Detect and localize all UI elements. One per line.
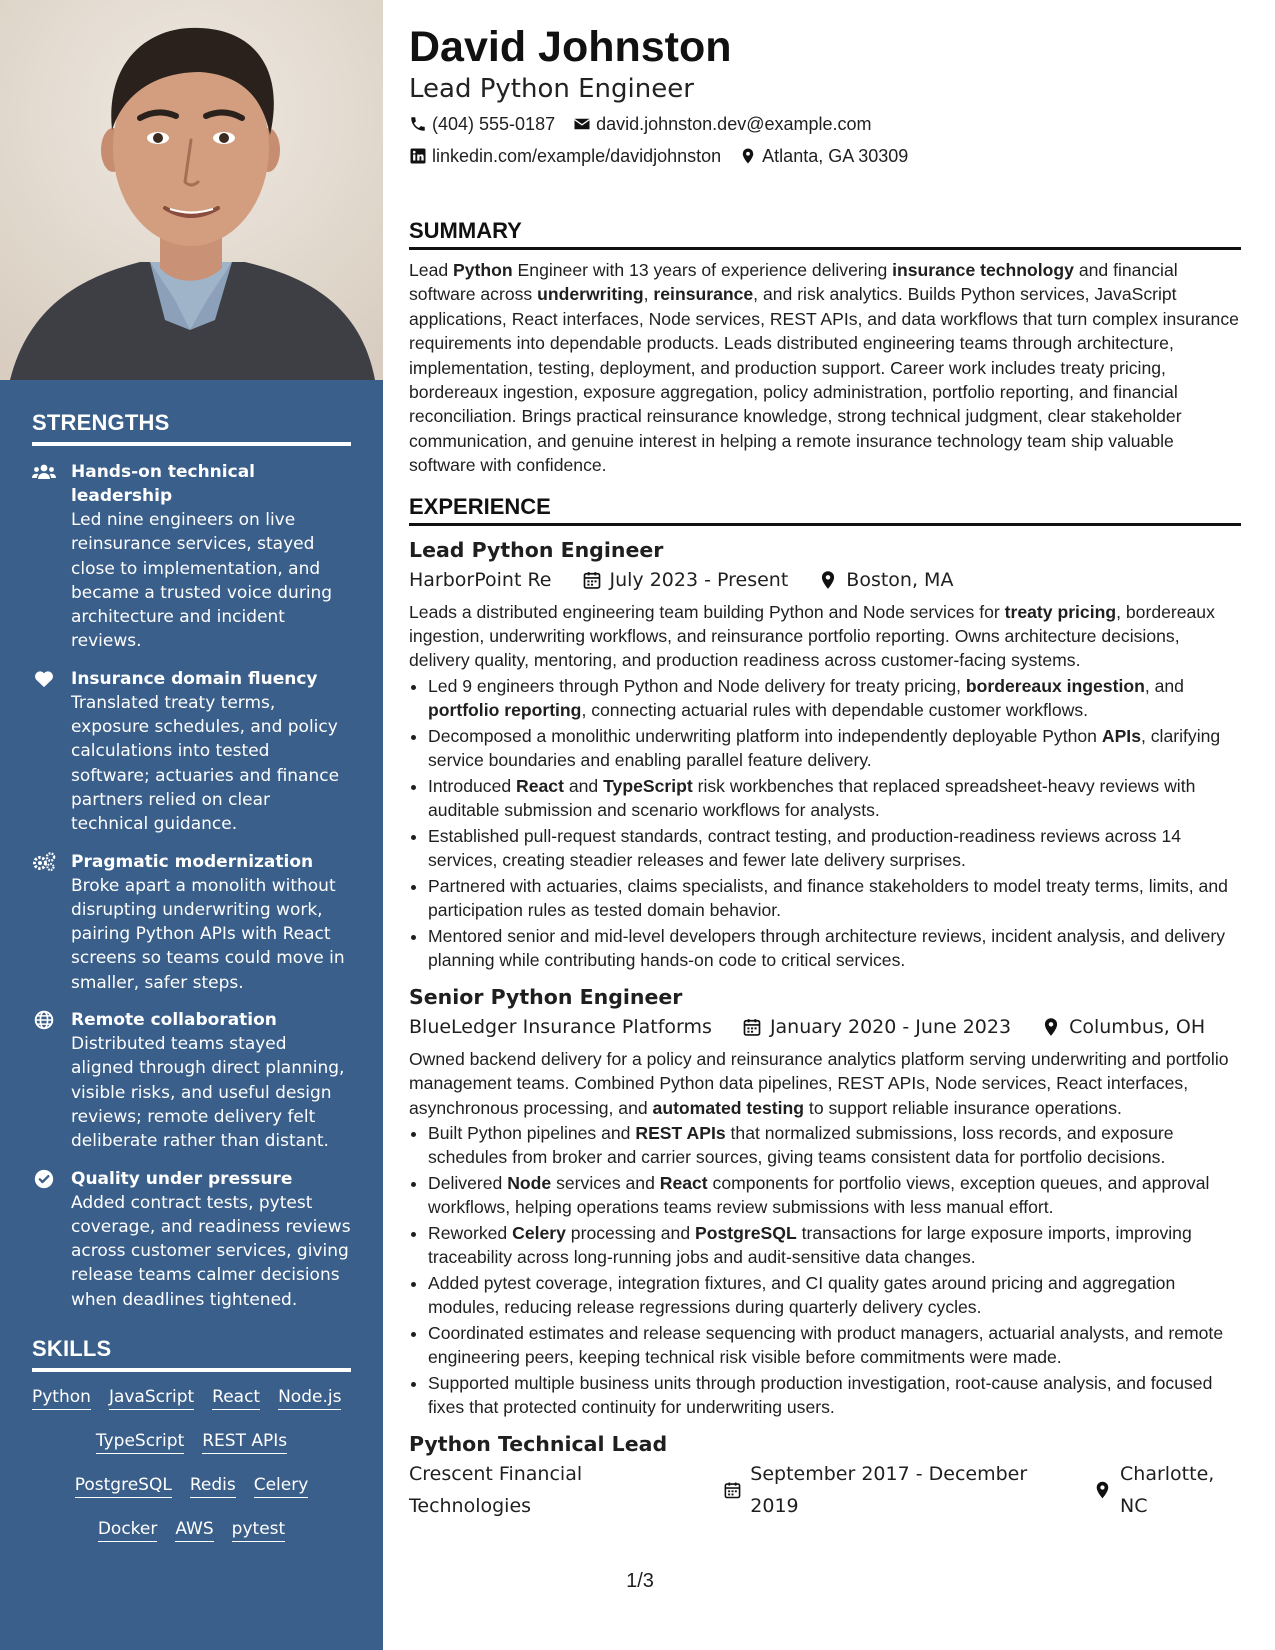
contact-email[interactable] <box>573 108 871 140</box>
bullet-item <box>428 1121 1241 1170</box>
strength-title: Hands-on technical leadership <box>71 462 255 506</box>
strengths-list <box>32 460 351 1312</box>
job-location: Columbus, OH <box>1069 1015 1206 1038</box>
bold-text: Python <box>453 260 513 280</box>
strength-title: Insurance domain fluency <box>71 668 318 689</box>
skill-tag: Redis <box>190 1474 236 1498</box>
map-pin-icon <box>1093 1480 1112 1500</box>
bold-text: insurance technology <box>892 260 1074 280</box>
heart-icon <box>32 669 56 689</box>
skill-tag: Celery <box>254 1474 309 1498</box>
job-dates: July 2023 - Present <box>609 568 789 591</box>
text: risk workbenches that replaced spreadsheet-heavy reviews with auditable submission and scenario workflows for analysts. <box>428 775 1196 821</box>
job-meta <box>409 564 1241 596</box>
contact-location <box>739 140 908 172</box>
skills-row <box>32 1518 351 1542</box>
text: Led 9 engineers through Python and Node delivery for treaty pricing, <box>428 675 966 696</box>
skill-tag: pytest <box>232 1518 286 1542</box>
text: , clarifying service boundaries and enabling parallel feature delivery. <box>428 725 1221 771</box>
calendar-icon <box>582 570 602 590</box>
skill-tag: TypeScript <box>96 1430 184 1454</box>
text: , and <box>1144 675 1184 696</box>
linkedin-icon <box>409 147 427 165</box>
skill-tag: Python <box>32 1386 91 1410</box>
text: Engineer with 13 years of experience delivering <box>512 260 893 280</box>
job-location: Charlotte, NC <box>1120 1462 1215 1517</box>
job-entry <box>409 1430 1241 1522</box>
contact-line-2 <box>409 140 1241 172</box>
job-company: BlueLedger Insurance Platforms <box>409 1015 712 1038</box>
job-meta <box>409 1011 1241 1043</box>
text: and <box>563 775 604 796</box>
bold-text: Celery <box>512 1222 566 1243</box>
job-title: Lead Python Engineer <box>409 537 664 562</box>
map-pin-icon <box>818 570 838 590</box>
bold-text: portfolio reporting <box>428 700 582 721</box>
strength-description: Led nine engineers on live reinsurance services, stayed close to implementation, and became a trusted voice during architecture and incident reviews. <box>71 510 333 652</box>
text: Partnered with actuaries, claims specialists, and finance stakeholders to model treaty terms, limits, and participation rules as tested domain behavior. <box>428 875 1228 921</box>
job-meta <box>409 1458 1241 1522</box>
bullet-item <box>428 1371 1241 1420</box>
bold-text: Node <box>507 1172 552 1193</box>
check-circle-icon <box>32 1169 56 1189</box>
linkedin-text: linkedin.com/example/davidjohnston <box>432 146 722 166</box>
users-icon <box>32 462 56 482</box>
text: , bordereaux ingestion, underwriting workflows, and reinsurance portfolio reporting. Owns architecture decisions, delivery quality, mentoring, and production readiness across customer-facing systems. <box>409 601 1215 671</box>
job-entry <box>409 536 1241 973</box>
text: Owned backend delivery for a policy and reinsurance analytics platform serving underwriting and portfolio management teams. Combined Python data pipelines, REST APIs, Node services, React interfaces, asynchronous processing, and <box>409 1048 1229 1118</box>
text: Built Python pipelines and <box>428 1122 636 1143</box>
job-bullets <box>409 674 1241 973</box>
strength-description: Translated treaty terms, exposure schedules, and policy calculations into tested software; actuaries and finance partners relied on clear technical guidance. <box>71 692 340 835</box>
text: Coordinated estimates and release sequencing with product managers, actuarial analysts, and remote engineering peers, keeping technical risk visible before commitments were made. <box>428 1322 1224 1368</box>
bold-text: PostgreSQL <box>695 1222 797 1243</box>
skill-tag: JavaScript <box>109 1386 194 1410</box>
bold-text: treaty pricing <box>1004 601 1117 622</box>
job-bullets <box>409 1121 1241 1420</box>
profile-photo <box>0 0 383 380</box>
job-entry <box>409 983 1241 1420</box>
bold-text: underwriting <box>537 284 644 305</box>
job-location: Boston, MA <box>846 568 954 591</box>
strengths-heading: STRENGTHS <box>32 410 351 446</box>
text: Reworked <box>428 1222 513 1243</box>
globe-icon <box>32 1010 56 1030</box>
bullet-item <box>428 824 1241 873</box>
job-dates: January 2020 - June 2023 <box>769 1015 1012 1038</box>
bold-text: bordereaux ingestion <box>965 675 1145 696</box>
phone-text: (404) 555-0187 <box>432 114 556 134</box>
job-summary <box>409 600 1241 673</box>
strength-title: Quality under pressure <box>71 1168 293 1189</box>
text: Mentored senior and mid-level developers through architecture reviews, incident analysis, and delivery planning while contributing hands-on code to critical services. <box>428 925 1226 971</box>
bullet-item <box>428 1271 1241 1320</box>
text: processing and <box>565 1222 696 1243</box>
strength-description: Broke apart a monolith without disrupting underwriting work, pairing Python APIs with React screens so teams could move in smaller, safer steps. <box>71 875 345 993</box>
skill-tag: REST APIs <box>202 1430 287 1454</box>
strength-title: Pragmatic modernization <box>71 851 314 872</box>
email-text: david.johnston.dev@example.com <box>596 114 872 134</box>
text: to support reliable insurance operations. <box>804 1097 1122 1118</box>
skills-row <box>32 1474 351 1498</box>
strength-item <box>32 850 351 995</box>
skill-tag: React <box>212 1386 260 1410</box>
text: Leads a distributed engineering team building Python and Node services for <box>409 601 1005 622</box>
bullet-item <box>428 1321 1241 1370</box>
skill-tag: Node.js <box>278 1386 341 1410</box>
experience-heading: EXPERIENCE <box>409 494 1241 526</box>
skill-tag: AWS <box>175 1518 213 1542</box>
bold-text: React <box>516 775 564 796</box>
text: services and <box>551 1172 660 1193</box>
map-pin-icon <box>1041 1017 1061 1037</box>
text: and financial software across <box>409 260 1178 305</box>
strength-item <box>32 1167 351 1312</box>
skills-row <box>32 1430 351 1454</box>
calendar-icon <box>742 1017 762 1037</box>
summary-text <box>409 258 1241 478</box>
bullet-item <box>428 1221 1241 1270</box>
strength-title: Remote collaboration <box>71 1010 277 1031</box>
text: Decomposed a monolithic underwriting platform into independently deployable Python <box>428 725 1102 746</box>
candidate-name: David Johnston <box>409 23 732 71</box>
text: components for portfolio views, exception queues, and approval workflows, helping operations teams review submissions with less manual effort. <box>428 1172 1210 1218</box>
bullet-item <box>428 1171 1241 1220</box>
strength-description: Added contract tests, pytest coverage, and readiness reviews across customer services, giving release teams calmer decisions when deadlines tightened. <box>71 1192 351 1310</box>
text: Added pytest coverage, integration fixtures, and CI quality gates around pricing and aggregation modules, reducing release regressions during quarterly delivery cycles. <box>428 1272 1176 1318</box>
text: , <box>643 284 654 305</box>
location-text: Atlanta, GA 30309 <box>762 146 909 166</box>
strength-item <box>32 667 351 837</box>
text: Delivered <box>428 1172 508 1193</box>
sidebar <box>0 0 383 1650</box>
bold-text: REST APIs <box>635 1122 726 1143</box>
job-company: Crescent Financial Technologies <box>409 1462 583 1517</box>
contact-line-1 <box>409 108 1241 140</box>
gears-icon <box>32 852 56 872</box>
bold-text: automated testing <box>652 1097 805 1118</box>
strength-item <box>32 1008 351 1153</box>
bullet-item <box>428 724 1241 773</box>
text: that normalized submissions, loss records, and exposure schedules from broker and carrier sources, giving teams consistent data for portfolio decisions. <box>428 1122 1174 1168</box>
contact-linkedin[interactable] <box>409 140 721 172</box>
map-pin-icon <box>739 147 757 165</box>
envelope-icon <box>573 115 591 133</box>
bullet-item <box>428 774 1241 823</box>
calendar-icon <box>723 1480 742 1500</box>
summary-heading: SUMMARY <box>409 218 1241 250</box>
text: Introduced <box>428 775 517 796</box>
bold-text: reinsurance <box>653 284 754 305</box>
bold-text: React <box>659 1172 708 1193</box>
job-title: Python Technical Lead <box>409 1431 668 1456</box>
text: , connecting actuarial rules with dependable customer workflows. <box>581 700 1089 721</box>
bold-text: TypeScript <box>603 775 693 796</box>
bullet-item <box>428 924 1241 973</box>
strength-description: Distributed teams stayed aligned through direct planning, visible risks, and useful design reviews; remote delivery felt deliberate rather than distant. <box>71 1034 345 1152</box>
skills-list <box>32 1386 351 1542</box>
job-title: Senior Python Engineer <box>409 984 683 1009</box>
bullet-item <box>428 674 1241 723</box>
text: Supported multiple business units through production investigation, root-cause analysis, and focused fixes that protected continuity for underwriting users. <box>428 1372 1213 1418</box>
skills-heading: SKILLS <box>32 1336 351 1372</box>
bold-text: APIs <box>1101 725 1141 746</box>
text: Lead <box>409 260 454 280</box>
text: Established pull-request standards, contract testing, and production-readiness reviews across 14 services, creating steadier releases and fewer late delivery surprises. <box>428 825 1182 871</box>
main-content <box>409 22 1241 1522</box>
phone-icon <box>409 115 427 133</box>
strength-item <box>32 460 351 654</box>
job-dates: September 2017 - December 2019 <box>750 1462 1028 1517</box>
bullet-item <box>428 874 1241 923</box>
text: transactions for large exposure imports, improving traceability across long-running jobs and audit-sensitive data changes. <box>428 1222 1192 1268</box>
text: , and risk analytics. Builds Python services, JavaScript applications, React interfaces, Node services, REST APIs, and data workflows that turn complex insurance requirements into dependable products. Leads distributed engineering teams through architecture, implementation, testing, deployment, and production support. Career work includes treaty pricing, bordereaux ingestion, exposure aggregation, policy administration, portfolio reporting, and financial reconciliation. Brings practical reinsurance knowledge, strong technical judgment, clear stakeholder communication, and genuine interest in helping a remote insurance technology team ship valuable software with confidence. <box>409 284 1239 476</box>
experience-list <box>409 536 1241 1522</box>
page-number: 1/3 <box>626 1570 654 1592</box>
candidate-role: Lead Python Engineer <box>409 74 694 104</box>
job-company: HarborPoint Re <box>409 568 552 591</box>
contact-phone[interactable] <box>409 108 555 140</box>
job-summary <box>409 1047 1241 1120</box>
skills-row <box>32 1386 351 1410</box>
skill-tag: Docker <box>98 1518 158 1542</box>
skill-tag: PostgreSQL <box>75 1474 172 1498</box>
